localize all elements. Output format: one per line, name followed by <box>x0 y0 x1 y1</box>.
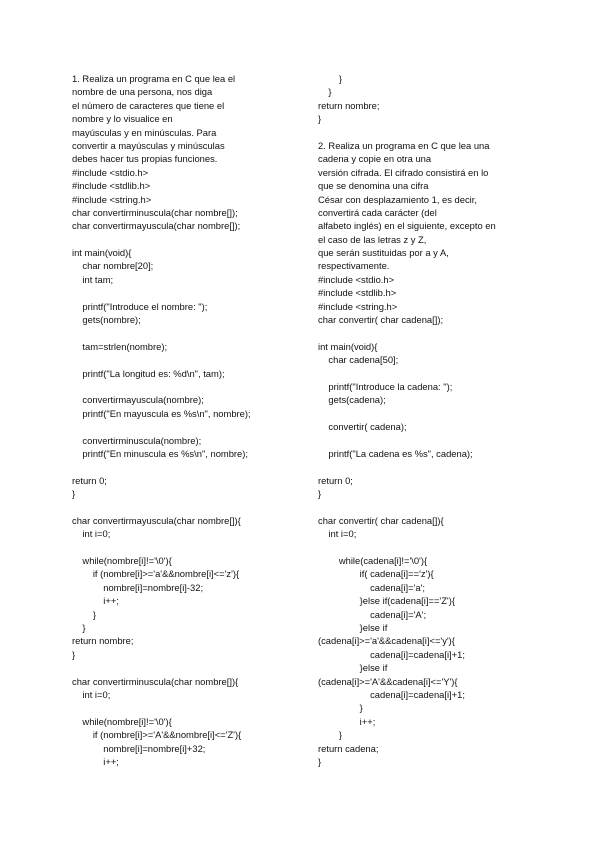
right-text-line <box>318 501 548 514</box>
left-text-line: mayúsculas y en minúsculas. Para <box>72 126 217 138</box>
left-text-line: int main(void){ <box>72 247 132 259</box>
right-text-line: respectivamente. <box>318 260 390 272</box>
left-text-line: int tam; <box>72 273 114 285</box>
left-text-line: char convertirminuscula(char nombre[]); <box>72 206 238 218</box>
left-text-line: nombre[i]=nombre[i]-32; <box>72 581 204 593</box>
right-text-line: return nombre; <box>318 99 380 111</box>
right-text-line: i++; <box>318 715 376 727</box>
left-text-line: if (nombre[i]>='a'&&nombre[i]<='z'){ <box>72 568 240 580</box>
right-text-line: gets(cadena); <box>318 394 386 406</box>
left-text-line: tam=strlen(nombre); <box>72 340 168 352</box>
left-text-line: char convertirmayuscula(char nombre[]); <box>72 220 241 232</box>
left-text-line: char convertirminuscula(char nombre[]){ <box>72 675 239 687</box>
left-text-line: printf("En mayuscula es %s\n", nombre); <box>72 407 251 419</box>
right-text-line: }else if <box>318 622 388 634</box>
left-text-line: #include <stdio.h> <box>72 166 149 178</box>
left-text-line <box>72 286 304 299</box>
right-text-line: char convertir( char cadena[]); <box>318 314 444 326</box>
right-column <box>318 72 548 768</box>
left-text-line: } <box>72 488 76 500</box>
right-text-line: char convertir( char cadena[]){ <box>318 514 444 526</box>
left-text-line: char convertirmayuscula(char nombre[]){ <box>72 514 241 526</box>
right-text-line: if( cadena[i]=='z'){ <box>318 568 434 580</box>
left-text-line: #include <stdlib.h> <box>72 180 151 192</box>
left-text-line: } <box>72 608 96 620</box>
left-text-line: convertirmayuscula(nombre); <box>72 394 204 406</box>
left-text-line: if (nombre[i]>='A'&&nombre[i]<='Z'){ <box>72 729 242 741</box>
right-text-line: el caso de las letras z y Z, <box>318 233 427 245</box>
right-text-line <box>318 126 548 139</box>
right-text-line: } <box>318 73 342 84</box>
left-text-line: i++; <box>72 595 119 607</box>
left-text-line <box>72 701 304 714</box>
left-text-line <box>72 326 304 339</box>
left-text-line: printf("La longitud es: %d\n", tam); <box>72 367 225 379</box>
right-text-line: cadena[i]='a'; <box>318 581 426 593</box>
right-text-line: printf("Introduce la cadena: "); <box>318 380 453 392</box>
right-text-line: 2. Realiza un programa en C que lea una <box>318 139 490 151</box>
right-text-line: } <box>318 113 322 125</box>
right-text-line: convertirá cada carácter (del <box>318 206 437 218</box>
left-text-line: while(nombre[i]!='\0'){ <box>72 715 172 727</box>
left-text-line: return 0; <box>72 474 107 486</box>
left-text-line: 1. Realiza un programa en C que lea el <box>72 73 236 84</box>
right-text-line: cadena[i]=cadena[i]+1; <box>318 648 465 660</box>
right-text-line: int main(void){ <box>318 340 378 352</box>
right-text-line: char cadena[50]; <box>318 354 399 366</box>
left-text-line: nombre[i]=nombre[i]+32; <box>72 742 206 754</box>
right-text-line <box>318 326 548 339</box>
left-text-line: int i=0; <box>72 688 111 700</box>
right-text-line: (cadena[i]>='A'&&cadena[i]<='Y'){ <box>318 675 458 687</box>
right-text-line <box>318 407 548 420</box>
right-text-line: } <box>318 729 342 741</box>
right-text-line: } <box>318 755 322 767</box>
left-text-line <box>72 501 304 514</box>
right-text-line: } <box>318 702 363 714</box>
left-column <box>72 72 304 768</box>
right-text-line: }else if <box>318 662 388 674</box>
right-text-line: cadena[i]=cadena[i]+1; <box>318 688 465 700</box>
left-text-line <box>72 380 304 393</box>
left-text-line: } <box>72 648 76 660</box>
right-text-line: #include <stdio.h> <box>318 273 395 285</box>
right-text-line: } <box>318 488 322 500</box>
right-text-line: versión cifrada. El cifrado consistirá en lo <box>318 166 489 178</box>
right-text-line: #include <string.h> <box>318 300 398 312</box>
left-text-line: el número de caracteres que tiene el <box>72 99 225 111</box>
left-text-line: debes hacer tus propias funciones. <box>72 153 218 165</box>
right-text-line: while(cadena[i]!='\0'){ <box>318 555 428 567</box>
left-text-line: i++; <box>72 755 119 767</box>
right-text-line: (cadena[i]>='a'&&cadena[i]<='y'){ <box>318 635 455 647</box>
left-text-line <box>72 661 304 674</box>
right-text-line: cadena[i]='A'; <box>318 608 427 620</box>
right-text-line: #include <stdlib.h> <box>318 287 397 299</box>
right-text-line <box>318 541 548 554</box>
right-text-line: printf("La cadena es %s", cadena); <box>318 447 473 459</box>
right-text-line: cadena y copie en otra una <box>318 153 432 165</box>
left-text-line: return nombre; <box>72 635 134 647</box>
left-text-line: convertirminuscula(nombre); <box>72 434 202 446</box>
right-text-line: convertir( cadena); <box>318 421 407 433</box>
left-text-line: int i=0; <box>72 528 111 540</box>
left-text-line: convertir a mayúsculas y minúsculas <box>72 139 225 151</box>
left-text-line: char nombre[20]; <box>72 260 154 272</box>
left-text-line: #include <string.h> <box>72 193 152 205</box>
right-text-line <box>318 367 548 380</box>
left-text-line <box>72 460 304 473</box>
right-text-line: } <box>318 86 332 98</box>
right-text-line <box>318 434 548 447</box>
left-text-line: printf("Introduce el nombre: "); <box>72 300 208 312</box>
right-text-line: return 0; <box>318 474 353 486</box>
right-text-line <box>318 460 548 473</box>
right-text-line: que se denomina una cifra <box>318 180 429 192</box>
left-text-line <box>72 541 304 554</box>
left-text-line: while(nombre[i]!='\0'){ <box>72 555 172 567</box>
right-text-line: alfabeto inglés) en el siguiente, excepto en <box>318 220 496 232</box>
right-text-line: César con desplazamiento 1, es decir, <box>318 193 477 205</box>
right-text-line: int i=0; <box>318 528 357 540</box>
left-text-line <box>72 233 304 246</box>
left-text-line: printf("En minuscula es %s\n", nombre); <box>72 447 248 459</box>
left-text-line <box>72 420 304 433</box>
left-text-line: } <box>72 622 86 634</box>
right-text-line: return cadena; <box>318 742 379 754</box>
left-text-line: nombre de una persona, nos diga <box>72 86 213 98</box>
right-text-line: }else if(cadena[i]=='Z'){ <box>318 595 455 607</box>
left-text-line: gets(nombre); <box>72 314 141 326</box>
left-text-line: nombre y lo visualice en <box>72 113 173 125</box>
left-text-line <box>72 353 304 366</box>
right-text-line: que serán sustituidas por a y A, <box>318 247 449 259</box>
